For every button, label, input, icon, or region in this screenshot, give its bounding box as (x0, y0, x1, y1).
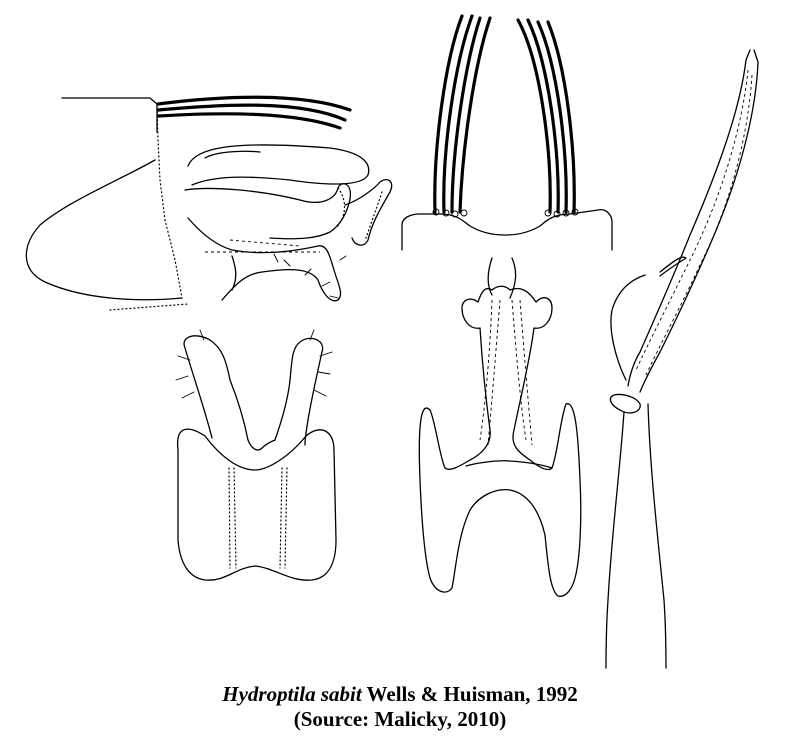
figure-caption (0, 682, 800, 732)
ventral-view (176, 330, 336, 580)
dorsal-view (402, 16, 612, 250)
species-name: Hydroptila sabit (222, 682, 362, 706)
bristle (518, 20, 550, 212)
caption-title-line (0, 682, 800, 707)
bristle (435, 16, 462, 212)
bristle (452, 18, 480, 212)
lateral-view (26, 97, 391, 310)
bristle (158, 114, 340, 128)
bristle (158, 105, 345, 120)
caption-source: (Source: Malicky, 2010) (293, 707, 507, 731)
bristle (460, 18, 490, 212)
phallus-plate-view (419, 258, 580, 596)
species-authority: Wells & Huisman, 1992 (361, 682, 578, 706)
phallus-view (606, 50, 758, 668)
